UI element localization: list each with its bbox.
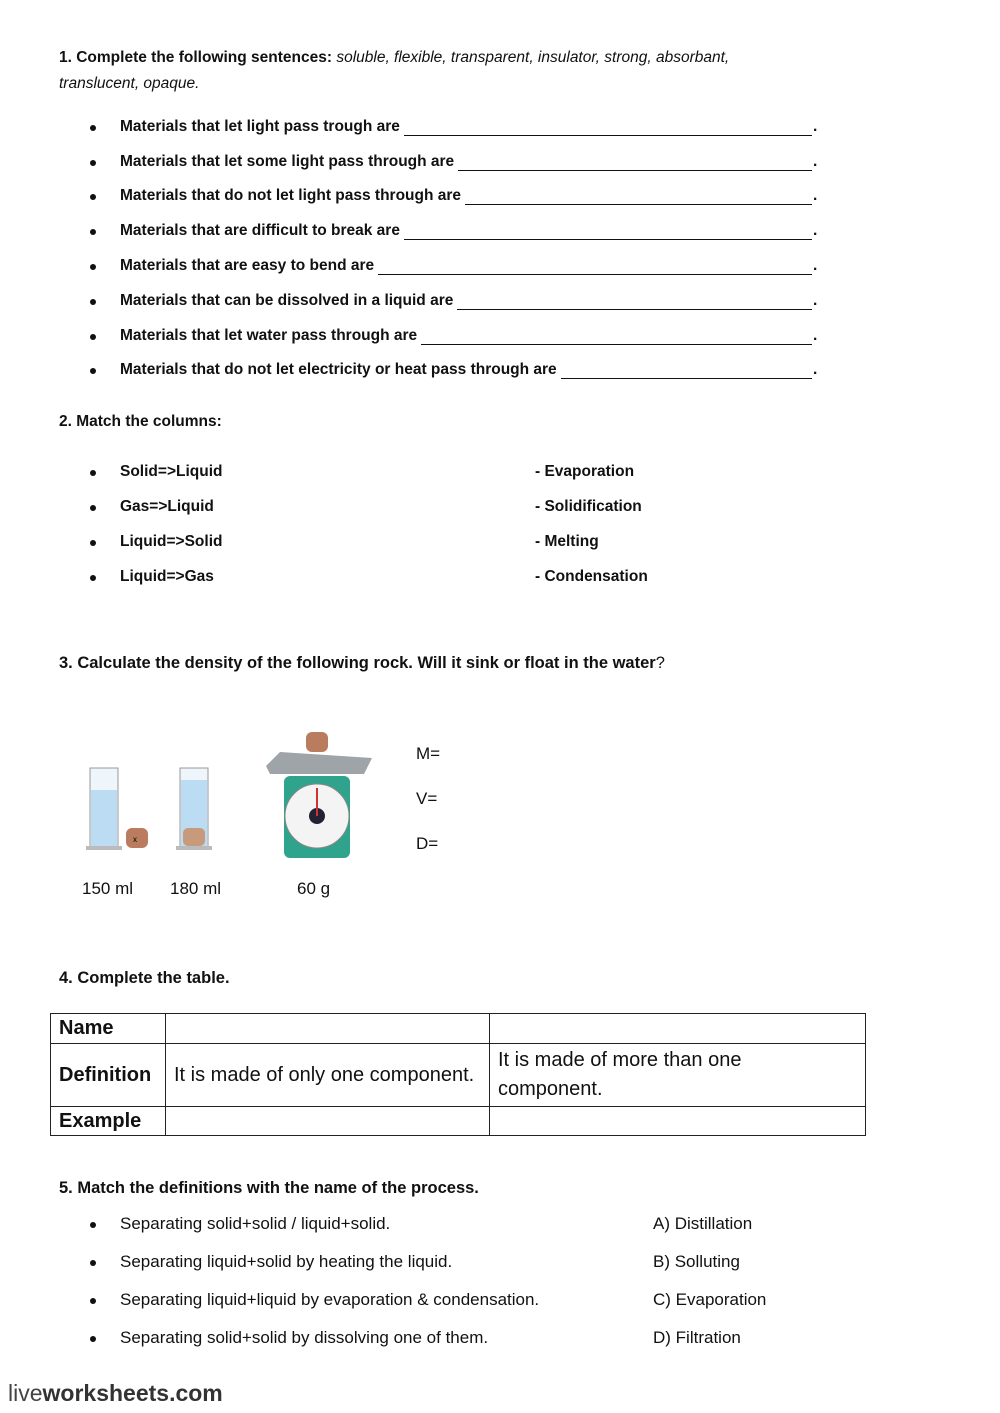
bullet-icon	[90, 470, 96, 476]
answer-blank[interactable]	[421, 328, 812, 345]
sentence-label: Materials that do not let electricity or heat pass through are	[120, 361, 557, 378]
bullet-icon	[90, 1298, 96, 1304]
bullet-icon	[90, 575, 96, 581]
bullet-icon	[90, 1222, 96, 1228]
rock-1	[126, 828, 148, 848]
table-cell[interactable]	[166, 1107, 490, 1136]
answer-blank[interactable]	[458, 154, 812, 171]
q1-heading: 1. Complete the following sentences:	[59, 49, 333, 66]
word-bank-line-2: translucent, opaque.	[59, 75, 200, 92]
formula-label: D=	[416, 834, 439, 853]
table-cell[interactable]	[490, 1014, 866, 1044]
table-row	[51, 1014, 866, 1044]
period: .	[813, 257, 818, 274]
answer-blank[interactable]	[465, 188, 812, 205]
table-cell: It is made of more than one component.	[490, 1044, 866, 1107]
density-illustration	[80, 728, 380, 863]
table-row	[51, 1107, 866, 1136]
process-option[interactable]: A) Distillation	[653, 1214, 753, 1233]
sentence-label: Materials that can be dissolved in a liquid are	[120, 292, 454, 309]
word-bank-line-1: soluble, flexible, transparent, insulator, strong, absorbant,	[332, 49, 730, 66]
sentence-label: Materials that do not let light pass through are	[120, 187, 462, 204]
period: .	[813, 222, 818, 239]
state-change[interactable]: Liquid=>Gas	[120, 568, 214, 585]
formula-label: V=	[416, 789, 438, 808]
state-change[interactable]: Solid=>Liquid	[120, 463, 223, 480]
row-header: Name	[51, 1014, 166, 1044]
logo-light-text: live	[8, 1380, 43, 1406]
process-name[interactable]: - Evaporation	[535, 463, 635, 480]
table-cell[interactable]	[490, 1107, 866, 1136]
definition[interactable]: Separating liquid+solid by heating the liquid.	[120, 1252, 453, 1271]
process-name[interactable]: - Condensation	[535, 568, 648, 585]
liveworksheets-logo	[8, 1380, 223, 1407]
question-5-title: 5. Match the definitions with the name of the process.	[59, 1179, 479, 1197]
answer-blank[interactable]	[561, 362, 812, 379]
answer-blank[interactable]	[404, 119, 812, 136]
measurement-label: 150 ml	[82, 879, 134, 898]
answer-blank[interactable]	[404, 223, 812, 240]
period: .	[813, 327, 818, 344]
definition[interactable]: Separating solid+solid by dissolving one of them.	[120, 1328, 489, 1347]
period: .	[813, 292, 818, 309]
sentence-label: Materials that let some light pass through are	[120, 153, 455, 170]
classification-table	[50, 1013, 866, 1136]
state-change[interactable]: Gas=>Liquid	[120, 498, 214, 515]
sentence-label: Materials that let light pass trough are	[120, 118, 400, 135]
bullet-icon	[90, 160, 96, 166]
bullet-icon	[90, 505, 96, 511]
bullet-icon	[90, 229, 96, 235]
question-2-title: 2. Match the columns:	[59, 413, 222, 430]
svg-text:x: x	[133, 835, 137, 844]
bullet-icon	[90, 264, 96, 270]
state-change[interactable]: Liquid=>Solid	[120, 533, 223, 550]
bullet-icon	[90, 368, 96, 374]
logo-bold-text: worksheets.com	[42, 1380, 223, 1406]
period: .	[813, 187, 818, 204]
graduated-cylinder-1	[86, 768, 122, 850]
bullet-icon	[90, 299, 96, 305]
bullet-icon	[90, 540, 96, 546]
measurement-label: 180 ml	[170, 879, 222, 898]
table-row	[51, 1044, 866, 1107]
sentence-label: Materials that are difficult to break are	[120, 222, 400, 239]
process-name[interactable]: - Melting	[535, 533, 599, 550]
definition[interactable]: Separating liquid+liquid by evaporation & condensation.	[120, 1290, 540, 1309]
process-option[interactable]: D) Filtration	[653, 1328, 741, 1347]
table-cell[interactable]	[166, 1014, 490, 1044]
kitchen-scale	[266, 732, 372, 858]
bullet-icon	[90, 334, 96, 340]
bullet-icon	[90, 194, 96, 200]
row-header: Example	[51, 1107, 166, 1136]
process-name[interactable]: - Solidification	[535, 498, 642, 515]
sentence-label: Materials that let water pass through are	[120, 327, 418, 344]
definition[interactable]: Separating solid+solid / liquid+solid.	[120, 1214, 391, 1233]
question-1-title	[59, 49, 729, 67]
process-option[interactable]: C) Evaporation	[653, 1290, 767, 1309]
sentence-label: Materials that are easy to bend are	[120, 257, 375, 274]
answer-blank[interactable]	[457, 293, 812, 310]
answer-blank[interactable]	[378, 258, 812, 275]
measurement-label: 60 g	[297, 879, 331, 898]
q3-question-mark: ?	[655, 654, 665, 672]
row-header: Definition	[51, 1044, 166, 1107]
period: .	[813, 361, 818, 378]
period: .	[813, 153, 818, 170]
graduated-cylinder-2	[176, 768, 212, 850]
period: .	[813, 118, 818, 135]
bullet-icon	[90, 125, 96, 131]
process-option[interactable]: B) Solluting	[653, 1252, 740, 1271]
formula-label: M=	[416, 744, 441, 763]
q3-heading: 3. Calculate the density of the following rock. Will it sink or float in the water	[59, 654, 656, 672]
table-cell: It is made of only one component.	[166, 1044, 490, 1107]
bullet-icon	[90, 1336, 96, 1342]
question-4-title: 4. Complete the table.	[59, 969, 230, 987]
bullet-icon	[90, 1260, 96, 1266]
question-3-title	[59, 654, 665, 673]
